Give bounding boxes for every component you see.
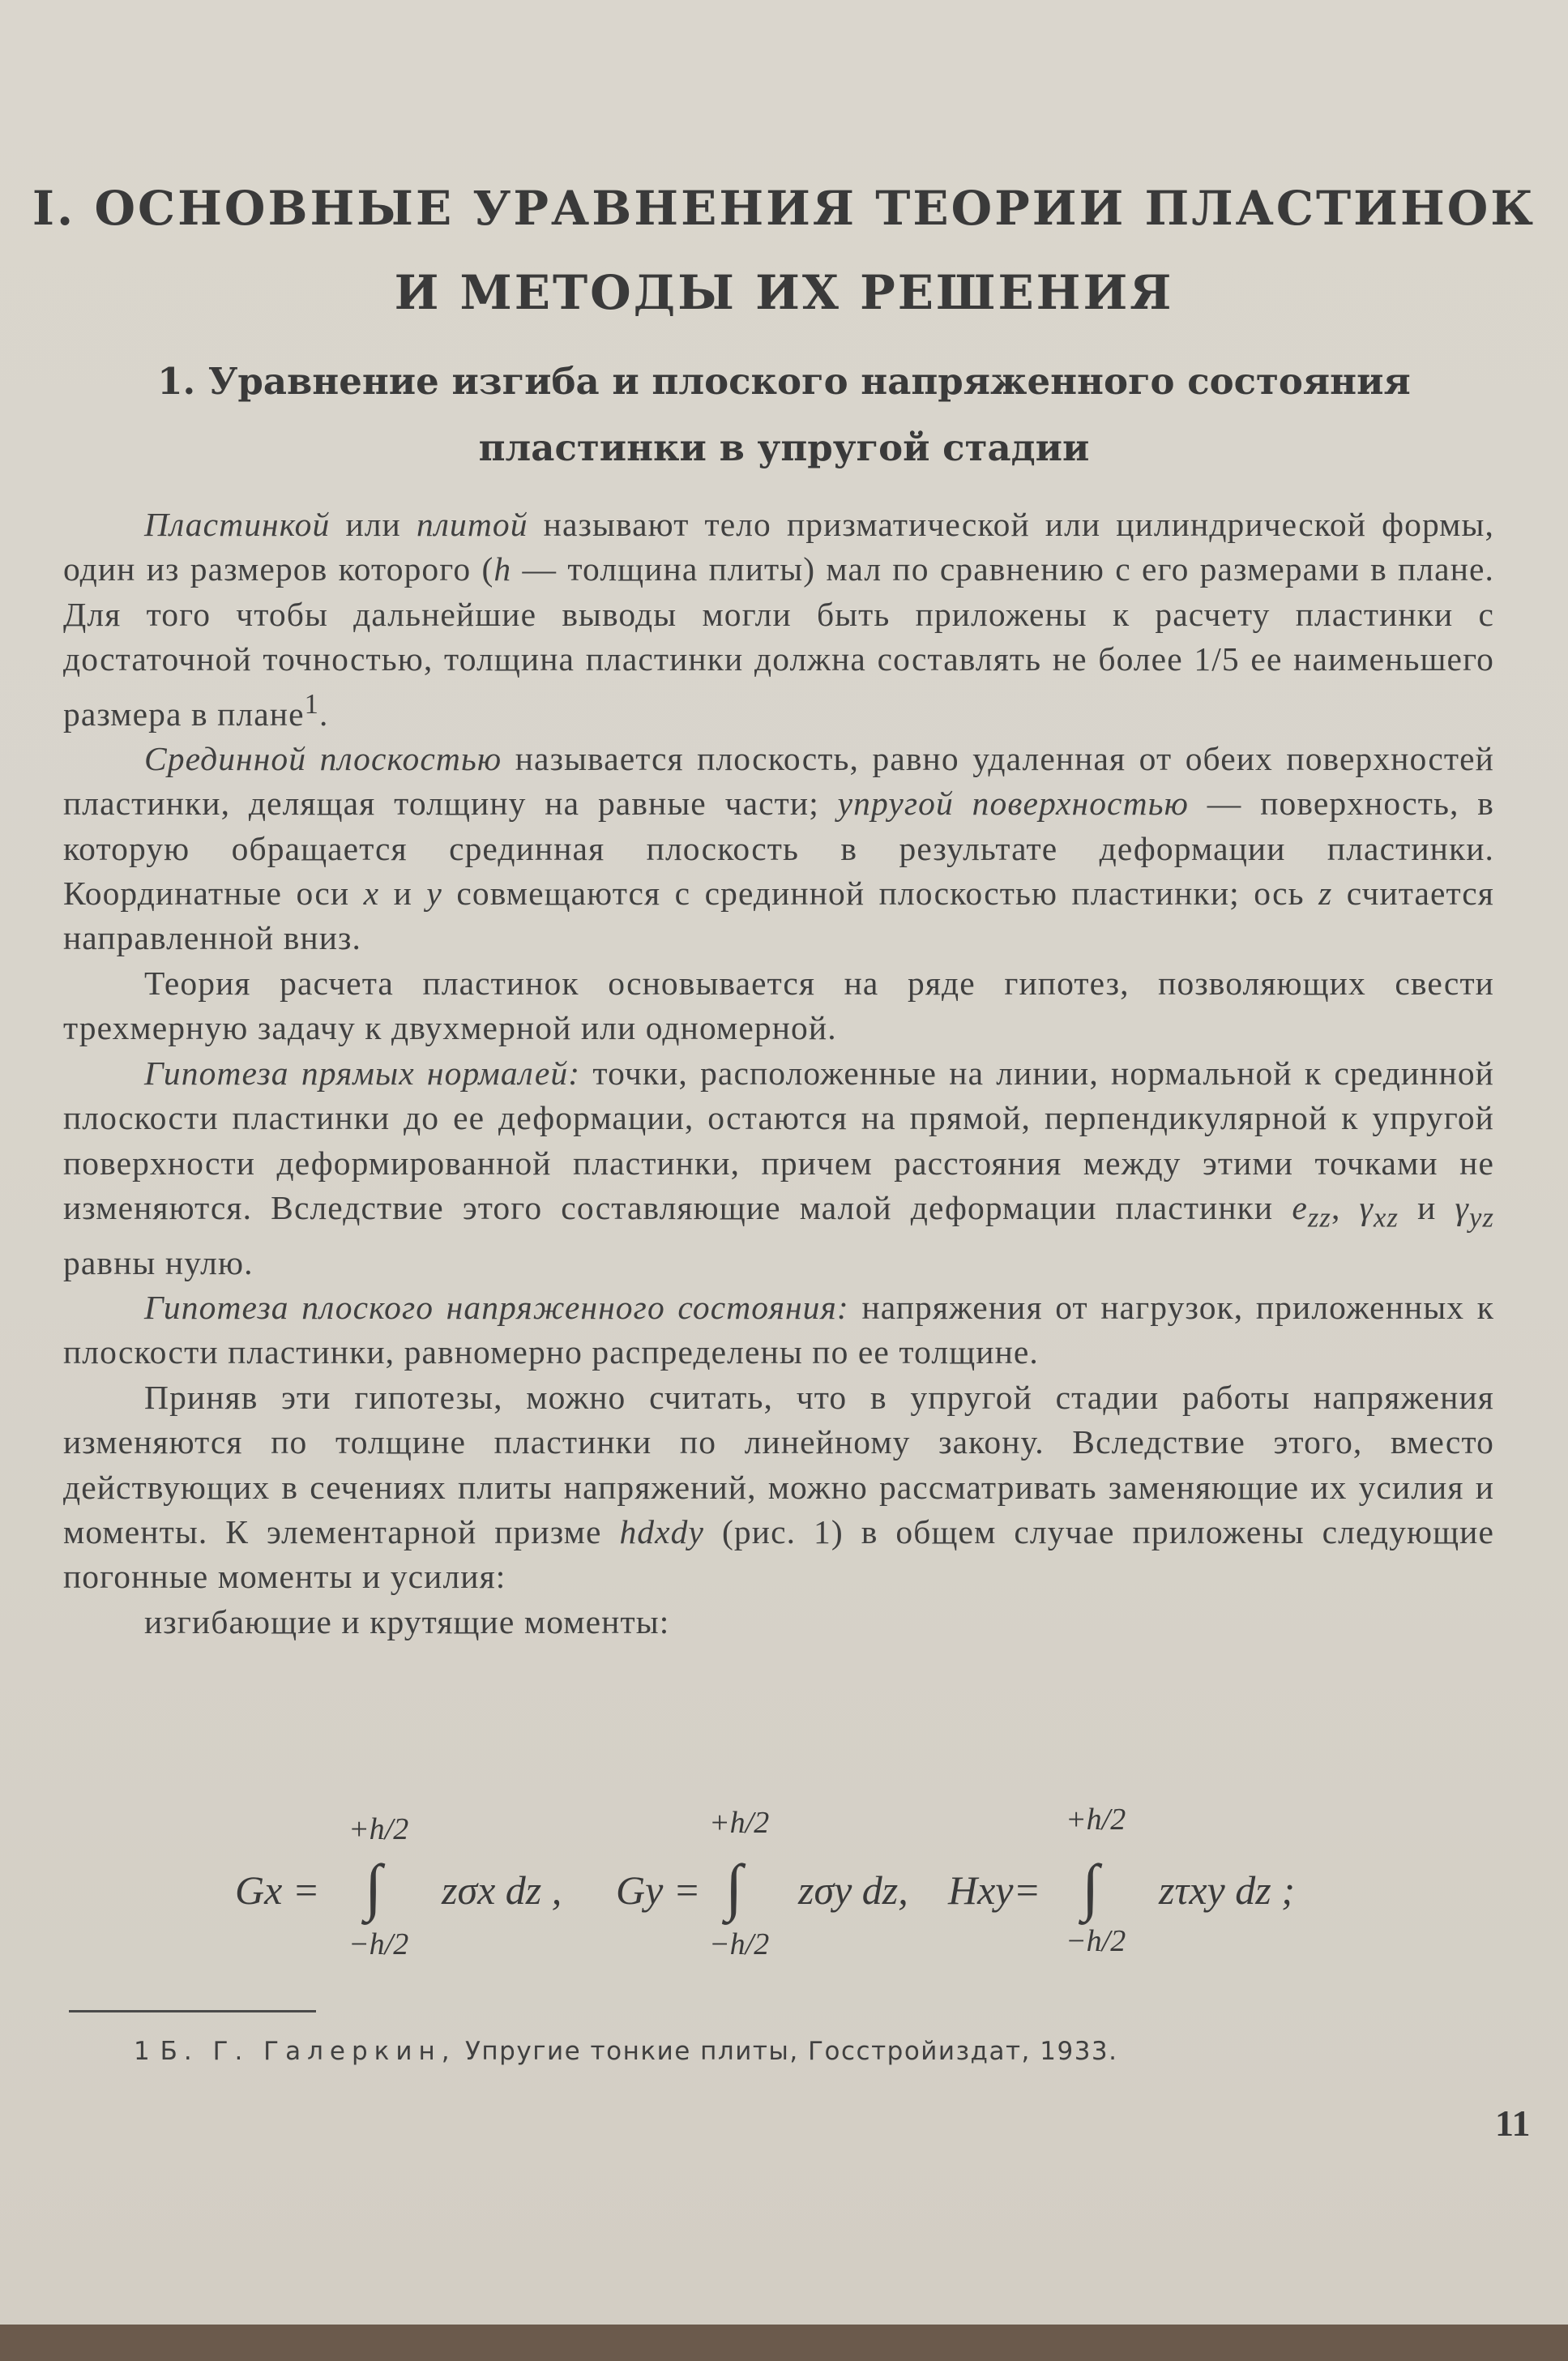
- text-span: и: [379, 875, 427, 913]
- integral-sign: ∫: [1082, 1851, 1100, 1922]
- upper-limit: +h/2: [1066, 1803, 1126, 1837]
- lower-limit: −h/2: [709, 1927, 770, 1961]
- chapter-title-line-2: И МЕТОДЫ ИХ РЕШЕНИЯ: [394, 265, 1174, 320]
- footnote: [134, 2037, 1471, 2066]
- symbol-gamma: γ: [1359, 1188, 1374, 1226]
- paragraph-bending-moments: изгибающие и крутящие моменты:: [144, 1602, 670, 1640]
- lower-limit: −h/2: [348, 1927, 409, 1961]
- text-span: совмещаются с срединной плоскостью пластинки; ось: [442, 875, 1319, 913]
- paragraph-plane-stress: [63, 1285, 1494, 1375]
- text-span: — толщина плиты) мал по сравнению с его размерами в плане. Для того чтобы дальнейшие выводы могли быть приложены к расчету пластинки с достаточной точностью, толщина пластинки должна составлять не более: [63, 550, 1495, 678]
- variable-x: x: [363, 875, 380, 913]
- text-span: называется плоскость, равно удаленная от обеих поверхностей пластинки, делящая толщину на равные части;: [63, 739, 1494, 823]
- lower-limit: −h/2: [1066, 1924, 1126, 1958]
- fraction: 1/5: [1194, 640, 1240, 678]
- subscript-yz: yz: [1469, 1202, 1495, 1234]
- upper-limit: +h/2: [709, 1806, 770, 1840]
- term-plita: плитой: [416, 506, 528, 543]
- page-number: 11: [1495, 2102, 1531, 2144]
- footnote-author: Б. Г. Галеркин,: [160, 2037, 456, 2066]
- footnote-reference: 1: [304, 688, 320, 720]
- moment-formula: [235, 1803, 1369, 1974]
- text-span: или: [330, 506, 417, 543]
- chapter-title: [0, 166, 1568, 335]
- subscript-xz: xz: [1374, 1202, 1399, 1234]
- variable-y: y: [426, 875, 442, 913]
- text-span: точки, расположенные на линии, нормальной к срединной плоскости пластинки до ее деформации, остаются на прямой, перпендикулярной к упругой поверхности деформированной пластинки, причем расстояния между этими точками не изменяются. Вследствие этого составляющие малой деформации пластинки: [63, 1054, 1494, 1226]
- expression-hdxdy: hdxdy: [619, 1513, 705, 1551]
- gy-integrand: zσy dz,: [798, 1867, 908, 1913]
- footnote-divider: [69, 2010, 316, 2012]
- term-straight-normals: Гипотеза прямых нормалей:: [144, 1054, 581, 1092]
- text-span: называют тело призматической или цилиндрической формы, один из размеров которого (: [63, 506, 1494, 588]
- hxy-label: Hxy=: [948, 1867, 1041, 1913]
- section-title-line-1: 1. Уравнение изгиба и плоского напряженного состояния: [157, 360, 1411, 403]
- paragraph-middle-plane: [63, 737, 1494, 961]
- upper-limit: +h/2: [348, 1812, 409, 1846]
- text-span: и: [1399, 1188, 1455, 1226]
- gy-label: Gy =: [616, 1867, 701, 1913]
- paragraph-plate-definition: [63, 503, 1494, 737]
- footnote-title: Упругие тонкие плиты, Госстройиздат, 1933.: [465, 2037, 1118, 2066]
- integral-sign: ∫: [365, 1851, 382, 1922]
- text-span: — поверхность, в которую обращается срединная плоскость в результате деформации пластинки. Координатные оси: [63, 785, 1494, 913]
- text-span: (рис. 1) в общем случае приложены следующие погонные моменты и усилия:: [63, 1513, 1494, 1596]
- term-elastic-surface: упругой поверхностью: [837, 785, 1189, 823]
- paragraph-hypotheses-intro: Теория расчета пластинок основывается на ряде гипотез, позволяющих свести трехмерную задачу к двухмерной или одномерной.: [63, 964, 1494, 1047]
- term-plastinka: Пластинкой: [144, 506, 331, 543]
- text-span: ,: [1331, 1188, 1360, 1226]
- text-span: напряжения от нагрузок, приложенных к плоскости пластинки, равномерно распределены по ее толщине.: [63, 1289, 1495, 1371]
- symbol-e: e: [1292, 1188, 1308, 1226]
- integral-sign: ∫: [725, 1851, 743, 1922]
- gx-label: Gx =: [235, 1867, 320, 1913]
- section-title: [0, 349, 1568, 481]
- section-title-line-2: пластинки в упругой стадии: [478, 426, 1090, 469]
- term-middle-plane: Срединной плоскостью: [144, 739, 502, 777]
- text-span: Приняв эти гипотезы, можно считать, что в упругой стадии работы напряжения изменяются по толщине пластинки по линейному закону. Вследствие этого, вместо действующих в сечениях плиты напряжений, можно рассматривать заменяющие их усилия и моменты. К элементарной призме: [63, 1378, 1494, 1551]
- variable-h: h: [493, 550, 512, 588]
- text-span: считается направленной вниз.: [63, 875, 1494, 957]
- symbol-gamma: γ: [1455, 1188, 1469, 1226]
- text-span: .: [319, 695, 329, 733]
- text-span: равны нулю.: [63, 1243, 254, 1281]
- paragraph-straight-normals: [63, 1051, 1494, 1285]
- term-plane-stress: Гипотеза плоского напряженного состояния:: [144, 1289, 849, 1327]
- chapter-title-line-1: I. ОСНОВНЫЕ УРАВНЕНИЯ ТЕОРИИ ПЛАСТИНОК: [32, 181, 1536, 236]
- variable-z: z: [1318, 875, 1333, 913]
- gx-integrand: zσx dz ,: [442, 1867, 562, 1913]
- hxy-integrand: zτxy dz ;: [1159, 1867, 1295, 1913]
- paragraph-moments-forces: [63, 1375, 1494, 1600]
- footnote-mark: 1: [134, 2037, 152, 2066]
- body-text: [63, 503, 1494, 1645]
- subscript-zz: zz: [1307, 1202, 1331, 1234]
- text-span: ее наименьшего размера в плане: [63, 640, 1495, 733]
